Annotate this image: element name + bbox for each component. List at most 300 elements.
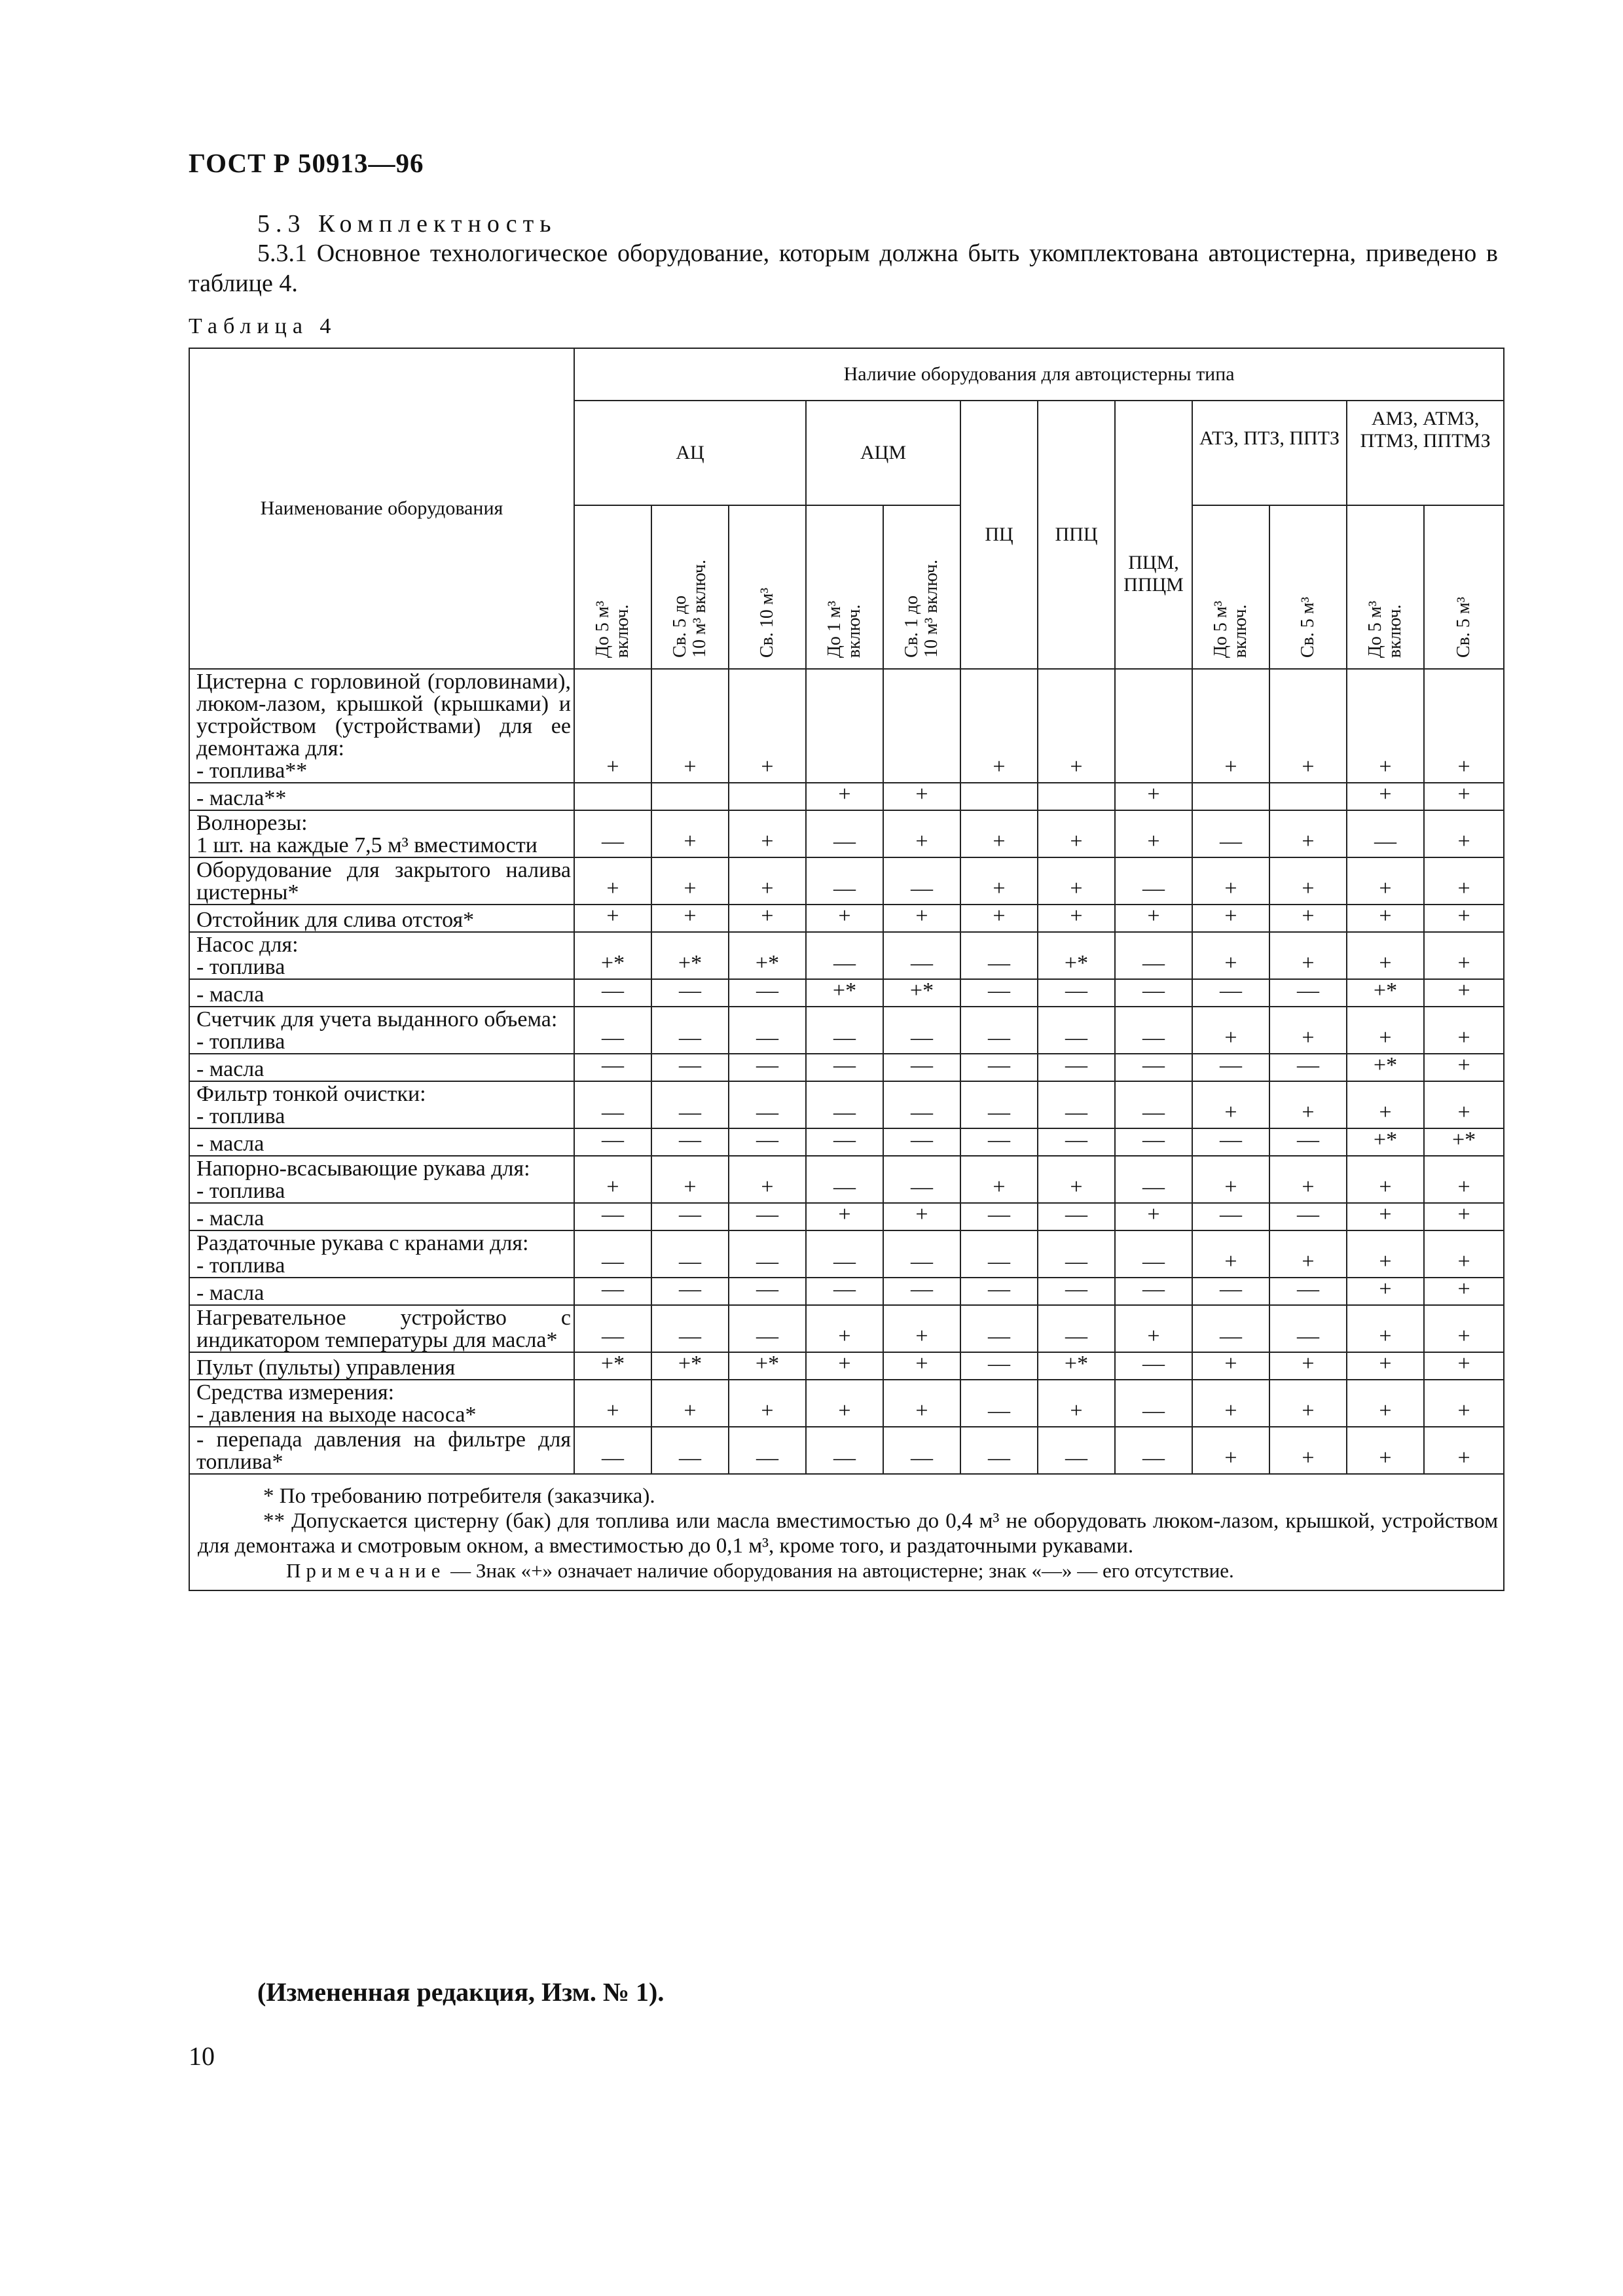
availability-mark: +	[883, 783, 960, 810]
type-header-ac: АЦ	[574, 401, 806, 505]
availability-mark: —	[1192, 1203, 1269, 1230]
subheader-ac-1	[574, 505, 651, 669]
availability-mark: —	[1115, 1007, 1192, 1054]
availability-mark: +	[1347, 932, 1424, 979]
availability-mark: +	[1347, 1380, 1424, 1427]
availability-mark: —	[1192, 1128, 1269, 1156]
availability-mark: —	[806, 1128, 883, 1156]
availability-mark: —	[574, 1007, 651, 1054]
type-header-pc: ПЦ	[960, 401, 1038, 669]
equipment-table-body	[189, 669, 1504, 1474]
availability-mark: —	[806, 1007, 883, 1054]
availability-mark: +	[1424, 669, 1504, 783]
row-equipment-name: - масла	[189, 1128, 574, 1156]
availability-mark: —	[1038, 1305, 1115, 1352]
availability-mark: +	[729, 669, 806, 783]
availability-mark: +	[651, 669, 729, 783]
section-heading: 5.3 Комплектность	[257, 210, 557, 238]
availability-mark: +	[883, 1305, 960, 1352]
availability-mark: +	[1115, 905, 1192, 932]
availability-mark: —	[960, 1230, 1038, 1278]
row-equipment-name: Цистерна с горловиной (горловинами), люком-лазом, крышкой (крышками) и устройством (устройствами) для ее демонтажа для: - топлива**	[189, 669, 574, 783]
availability-mark: —	[1038, 1427, 1115, 1474]
availability-mark: +	[1424, 857, 1504, 905]
availability-mark: —	[729, 1203, 806, 1230]
availability-mark: +	[651, 857, 729, 905]
type-header-ppc: ППЦ	[1038, 401, 1115, 669]
availability-mark: +*	[651, 932, 729, 979]
availability-mark: +	[960, 905, 1038, 932]
table-notes	[189, 1474, 1504, 1590]
availability-mark: —	[574, 1305, 651, 1352]
availability-mark: +	[651, 1380, 729, 1427]
subheader-label: Св. 5 до 10 м³ включ.	[670, 560, 710, 658]
availability-mark	[729, 783, 806, 810]
availability-mark: +	[1424, 1278, 1504, 1305]
availability-mark: —	[806, 1278, 883, 1305]
subheader-amz-1	[1347, 505, 1424, 669]
row-equipment-name: Напорно-всасывающие рукава для: - топлива	[189, 1156, 574, 1203]
availability-mark: +*	[1038, 1352, 1115, 1380]
availability-mark: —	[806, 1054, 883, 1081]
availability-mark: +	[960, 669, 1038, 783]
note-footnote-2: ** Допускается цистерну (бак) для топлива или масла вместимостью до 0,4 м³ не оборудовать люком-лазом, крышкой, устройством для демонтажа и смотровым окном, а вместимостью до 0,1 м³, кроме того, и раздаточными рукавами.	[198, 1509, 1499, 1558]
availability-mark: +	[806, 1203, 883, 1230]
availability-mark: +	[1115, 810, 1192, 857]
availability-mark: —	[883, 1156, 960, 1203]
availability-mark: +	[729, 857, 806, 905]
subheader-label: До 5 м³ включ.	[1211, 600, 1250, 658]
availability-mark: +*	[1038, 932, 1115, 979]
availability-mark: —	[729, 1278, 806, 1305]
table-row	[189, 857, 1504, 905]
subheader-label: Св. 1 до 10 м³ включ.	[902, 560, 941, 658]
table-row	[189, 1427, 1504, 1474]
availability-mark: +	[960, 810, 1038, 857]
availability-mark	[651, 783, 729, 810]
availability-mark: —	[883, 857, 960, 905]
availability-mark: —	[1347, 810, 1424, 857]
table-row	[189, 1156, 1504, 1203]
availability-mark: —	[883, 1278, 960, 1305]
availability-mark: +	[1347, 1427, 1424, 1474]
availability-mark: —	[960, 1278, 1038, 1305]
subheader-acm-1	[806, 505, 883, 669]
availability-mark	[1115, 669, 1192, 783]
availability-mark: —	[729, 1128, 806, 1156]
availability-mark: +	[1115, 1203, 1192, 1230]
availability-mark: +*	[651, 1352, 729, 1380]
availability-mark: —	[574, 810, 651, 857]
availability-mark: —	[1038, 1230, 1115, 1278]
row-equipment-name: Волнорезы: 1 шт. на каждые 7,5 м³ вместимости	[189, 810, 574, 857]
availability-mark: +	[729, 1380, 806, 1427]
availability-mark: +*	[1347, 1128, 1424, 1156]
table-row	[189, 1305, 1504, 1352]
row-equipment-name: Насос для: - топлива	[189, 932, 574, 979]
availability-mark: +	[1038, 905, 1115, 932]
availability-mark: —	[1192, 810, 1269, 857]
table-row	[189, 669, 1504, 783]
availability-mark: +	[1347, 1081, 1424, 1128]
row-equipment-name: Средства измерения: - давления на выходе насоса*	[189, 1380, 574, 1427]
availability-mark: —	[651, 1054, 729, 1081]
availability-mark: +	[1347, 1156, 1424, 1203]
availability-mark: +	[1424, 783, 1504, 810]
availability-mark: +	[1038, 810, 1115, 857]
availability-mark: +	[651, 810, 729, 857]
availability-mark: —	[729, 1230, 806, 1278]
availability-mark: +	[1269, 1081, 1347, 1128]
availability-mark: +	[1192, 1427, 1269, 1474]
subheader-amz-2	[1424, 505, 1504, 669]
availability-mark: +	[1347, 1278, 1424, 1305]
availability-mark: —	[883, 1007, 960, 1054]
availability-mark: +	[1269, 1156, 1347, 1203]
availability-mark: —	[729, 1054, 806, 1081]
availability-mark: +	[1269, 669, 1347, 783]
row-equipment-name: Раздаточные рукава с кранами для: - топлива	[189, 1230, 574, 1278]
availability-mark: —	[1038, 1278, 1115, 1305]
table-row	[189, 1054, 1504, 1081]
row-equipment-name: - масла	[189, 1203, 574, 1230]
availability-mark: +	[1269, 810, 1347, 857]
availability-mark: +	[1347, 1230, 1424, 1278]
availability-mark: —	[806, 1081, 883, 1128]
type-header-acm: АЦМ	[806, 401, 960, 505]
availability-mark: +	[1424, 1305, 1504, 1352]
section-text: 5.3.1 Основное технологическое оборудование, которым должна быть укомплектована автоцистерна, приведено в таблице 4.	[189, 240, 1498, 297]
row-equipment-name: Фильтр тонкой очистки: - топлива	[189, 1081, 574, 1128]
availability-mark: —	[651, 1007, 729, 1054]
availability-mark: —	[883, 932, 960, 979]
availability-mark: +	[1347, 1352, 1424, 1380]
table-row	[189, 932, 1504, 979]
availability-mark: —	[1192, 1054, 1269, 1081]
note-remark-text: — Знак «+» означает наличие оборудования на автоцистерне; знак «—» — его отсутствие.	[445, 1559, 1234, 1582]
availability-mark: +	[574, 1156, 651, 1203]
availability-mark: —	[651, 1230, 729, 1278]
availability-mark: +	[1269, 1007, 1347, 1054]
availability-mark: —	[1115, 1230, 1192, 1278]
note-remark	[198, 1558, 1498, 1583]
group-header: Наличие оборудования для автоцистерны типа	[574, 348, 1504, 401]
availability-mark: +	[1424, 932, 1504, 979]
availability-mark: +	[1192, 669, 1269, 783]
table-row	[189, 1203, 1504, 1230]
availability-mark: +*	[729, 1352, 806, 1380]
availability-mark: —	[806, 857, 883, 905]
availability-mark: —	[1038, 1203, 1115, 1230]
subheader-label: До 5 м³ включ.	[1365, 600, 1405, 658]
availability-mark: —	[729, 1305, 806, 1352]
availability-mark: +	[1038, 857, 1115, 905]
row-equipment-name: Оборудование для закрытого налива цистерны*	[189, 857, 574, 905]
availability-mark: —	[960, 932, 1038, 979]
availability-mark: +	[1424, 1230, 1504, 1278]
availability-mark: +	[729, 810, 806, 857]
availability-mark: —	[574, 1427, 651, 1474]
availability-mark: —	[1115, 1278, 1192, 1305]
subheader-ac-2	[651, 505, 729, 669]
availability-mark: —	[960, 1081, 1038, 1128]
availability-mark: +	[1347, 669, 1424, 783]
availability-mark: +	[729, 905, 806, 932]
row-equipment-name: Отстойник для слива отстоя*	[189, 905, 574, 932]
availability-mark: —	[574, 1203, 651, 1230]
availability-mark: +	[1192, 1230, 1269, 1278]
table-row	[189, 1230, 1504, 1278]
availability-mark: —	[574, 1230, 651, 1278]
availability-mark: +	[1424, 1156, 1504, 1203]
availability-mark: —	[806, 932, 883, 979]
availability-mark: +	[1424, 979, 1504, 1007]
availability-mark: —	[960, 1203, 1038, 1230]
row-equipment-name: - масла	[189, 1278, 574, 1305]
availability-mark	[1269, 783, 1347, 810]
table-row	[189, 810, 1504, 857]
availability-mark: —	[1115, 1427, 1192, 1474]
availability-mark: —	[1192, 1305, 1269, 1352]
page-number: 10	[189, 2041, 215, 2071]
availability-mark: —	[1115, 1380, 1192, 1427]
availability-mark: —	[651, 1203, 729, 1230]
availability-mark: —	[574, 1081, 651, 1128]
availability-mark: +	[574, 1380, 651, 1427]
subheader-label: До 5 м³ включ.	[593, 600, 632, 658]
availability-mark: +	[1424, 1081, 1504, 1128]
table-row	[189, 783, 1504, 810]
subheader-ac-3	[729, 505, 806, 669]
availability-mark: —	[651, 1427, 729, 1474]
table-row	[189, 1352, 1504, 1380]
availability-mark: —	[883, 1081, 960, 1128]
availability-mark: +	[883, 1380, 960, 1427]
availability-mark: +	[1192, 1156, 1269, 1203]
availability-mark: —	[651, 1081, 729, 1128]
table-row	[189, 1128, 1504, 1156]
availability-mark: —	[960, 979, 1038, 1007]
availability-mark: +	[1424, 1427, 1504, 1474]
availability-mark	[574, 783, 651, 810]
availability-mark: —	[883, 1427, 960, 1474]
availability-mark: +	[574, 857, 651, 905]
availability-mark: +*	[806, 979, 883, 1007]
availability-mark: —	[806, 810, 883, 857]
availability-mark	[883, 669, 960, 783]
availability-mark: —	[574, 1054, 651, 1081]
availability-mark: +	[1269, 1352, 1347, 1380]
row-equipment-name: - масла	[189, 1054, 574, 1081]
availability-mark: +*	[574, 1352, 651, 1380]
availability-mark: +	[1115, 783, 1192, 810]
availability-mark: —	[1038, 1081, 1115, 1128]
availability-mark: +	[1038, 669, 1115, 783]
availability-mark: +*	[729, 932, 806, 979]
availability-mark: —	[651, 1305, 729, 1352]
row-equipment-name: - масла**	[189, 783, 574, 810]
availability-mark: —	[574, 1278, 651, 1305]
availability-mark: —	[1038, 1128, 1115, 1156]
availability-mark: —	[651, 1278, 729, 1305]
availability-mark: +	[1038, 1380, 1115, 1427]
availability-mark: +	[729, 1156, 806, 1203]
availability-mark: +	[1269, 857, 1347, 905]
subheader-acm-2	[883, 505, 960, 669]
availability-mark: +	[960, 857, 1038, 905]
availability-mark: —	[1115, 932, 1192, 979]
availability-mark: —	[883, 1054, 960, 1081]
type-header-atz: АТЗ, ПТЗ, ППТЗ	[1192, 401, 1347, 505]
availability-mark: +	[651, 1156, 729, 1203]
column-header-name: Наименование оборудования	[189, 348, 574, 669]
availability-mark: +	[883, 1203, 960, 1230]
availability-mark: —	[1038, 979, 1115, 1007]
availability-mark: —	[1192, 1278, 1269, 1305]
availability-mark: —	[651, 1128, 729, 1156]
table-row	[189, 1278, 1504, 1305]
table-row	[189, 1380, 1504, 1427]
availability-mark: +	[1424, 905, 1504, 932]
type-header-pcm: ПЦМ, ППЦМ	[1115, 401, 1192, 669]
availability-mark: +	[1269, 1427, 1347, 1474]
availability-mark: +*	[883, 979, 960, 1007]
availability-mark: +	[1347, 1203, 1424, 1230]
availability-mark: +	[1269, 1380, 1347, 1427]
availability-mark: —	[574, 979, 651, 1007]
availability-mark: +*	[574, 932, 651, 979]
availability-mark: +	[1192, 857, 1269, 905]
availability-mark: —	[960, 1305, 1038, 1352]
row-equipment-name: Нагревательное устройство с индикатором температуры для масла*	[189, 1305, 574, 1352]
availability-mark: —	[1115, 1128, 1192, 1156]
availability-mark: +	[1347, 1007, 1424, 1054]
revision-note: (Измененная редакция, Изм. № 1).	[257, 1977, 665, 2007]
table-row	[189, 905, 1504, 932]
availability-mark: —	[1115, 857, 1192, 905]
availability-mark: +	[806, 905, 883, 932]
subheader-label: Св. 5 м³	[1453, 596, 1474, 658]
standard-code: ГОСТ Р 50913—96	[189, 148, 424, 178]
availability-mark: +	[1192, 1007, 1269, 1054]
availability-mark: —	[1192, 979, 1269, 1007]
availability-mark: +	[1424, 1054, 1504, 1081]
availability-mark: +	[1192, 1380, 1269, 1427]
availability-mark: +	[1038, 1156, 1115, 1203]
availability-mark: —	[960, 1380, 1038, 1427]
availability-mark: —	[1038, 1054, 1115, 1081]
subheader-label: Св. 5 м³	[1298, 596, 1318, 658]
table-row	[189, 979, 1504, 1007]
availability-mark: +	[1192, 932, 1269, 979]
availability-mark: —	[729, 1427, 806, 1474]
availability-mark: +*	[1347, 1054, 1424, 1081]
table-caption: Таблица 4	[189, 314, 337, 338]
availability-mark: +	[1424, 1380, 1504, 1427]
table-row	[189, 1007, 1504, 1054]
availability-mark: +	[1424, 1203, 1504, 1230]
row-equipment-name: - перепада давления на фильтре для топлива*	[189, 1427, 574, 1474]
availability-mark	[1038, 783, 1115, 810]
availability-mark: +	[806, 1352, 883, 1380]
availability-mark: —	[729, 1081, 806, 1128]
availability-mark: —	[1269, 1305, 1347, 1352]
availability-mark: —	[1038, 1007, 1115, 1054]
availability-mark: —	[1115, 1054, 1192, 1081]
availability-mark: —	[806, 1427, 883, 1474]
availability-mark: —	[1115, 979, 1192, 1007]
availability-mark: —	[651, 979, 729, 1007]
availability-mark: —	[1269, 1128, 1347, 1156]
availability-mark: —	[729, 979, 806, 1007]
availability-mark: —	[1115, 1081, 1192, 1128]
availability-mark: —	[1115, 1156, 1192, 1203]
row-equipment-name: Пульт (пульты) управления	[189, 1352, 574, 1380]
availability-mark: +	[651, 905, 729, 932]
subheader-label: Св. 10 м³	[757, 587, 777, 658]
row-equipment-name: Счетчик для учета выданного объема: - топлива	[189, 1007, 574, 1054]
availability-mark	[1192, 783, 1269, 810]
availability-mark: +	[1269, 905, 1347, 932]
availability-mark: —	[960, 1427, 1038, 1474]
availability-mark: +	[806, 1305, 883, 1352]
availability-mark: +	[806, 1380, 883, 1427]
availability-mark: —	[1269, 1278, 1347, 1305]
availability-mark: —	[806, 1230, 883, 1278]
availability-mark: +	[1192, 1081, 1269, 1128]
availability-mark: —	[1269, 1054, 1347, 1081]
availability-mark: —	[960, 1128, 1038, 1156]
availability-mark: +	[1192, 905, 1269, 932]
availability-mark: +	[1269, 1230, 1347, 1278]
subheader-atz-1	[1192, 505, 1269, 669]
table-row	[189, 1081, 1504, 1128]
availability-mark: —	[960, 1352, 1038, 1380]
availability-mark: +	[574, 905, 651, 932]
availability-mark: +	[574, 669, 651, 783]
availability-mark: +*	[1424, 1128, 1504, 1156]
subheader-atz-2	[1269, 505, 1347, 669]
availability-mark: —	[960, 1007, 1038, 1054]
availability-mark: +	[883, 905, 960, 932]
availability-mark: —	[883, 1230, 960, 1278]
availability-mark: +	[1424, 810, 1504, 857]
availability-mark: —	[1269, 979, 1347, 1007]
availability-mark: +	[806, 783, 883, 810]
availability-mark: +	[883, 810, 960, 857]
note-remark-label: Примечание	[286, 1559, 446, 1582]
availability-mark: +*	[1347, 979, 1424, 1007]
availability-mark: —	[960, 1054, 1038, 1081]
availability-mark: +	[1269, 932, 1347, 979]
availability-mark: +	[1424, 1352, 1504, 1380]
availability-mark: +	[883, 1352, 960, 1380]
availability-mark: +	[1115, 1305, 1192, 1352]
availability-mark: +	[960, 1156, 1038, 1203]
type-header-amz: АМЗ, АТМЗ, ПТМЗ, ППТМЗ	[1347, 401, 1504, 505]
availability-mark: +	[1347, 783, 1424, 810]
availability-mark: +	[1347, 905, 1424, 932]
availability-mark: —	[729, 1007, 806, 1054]
availability-mark: —	[883, 1128, 960, 1156]
availability-mark	[960, 783, 1038, 810]
availability-mark: +	[1192, 1352, 1269, 1380]
availability-mark: +	[1424, 1007, 1504, 1054]
equipment-table	[189, 348, 1504, 1591]
availability-mark: +	[1347, 1305, 1424, 1352]
note-footnote-1: * По требованию потребителя (заказчика).	[263, 1484, 655, 1508]
availability-mark	[806, 669, 883, 783]
